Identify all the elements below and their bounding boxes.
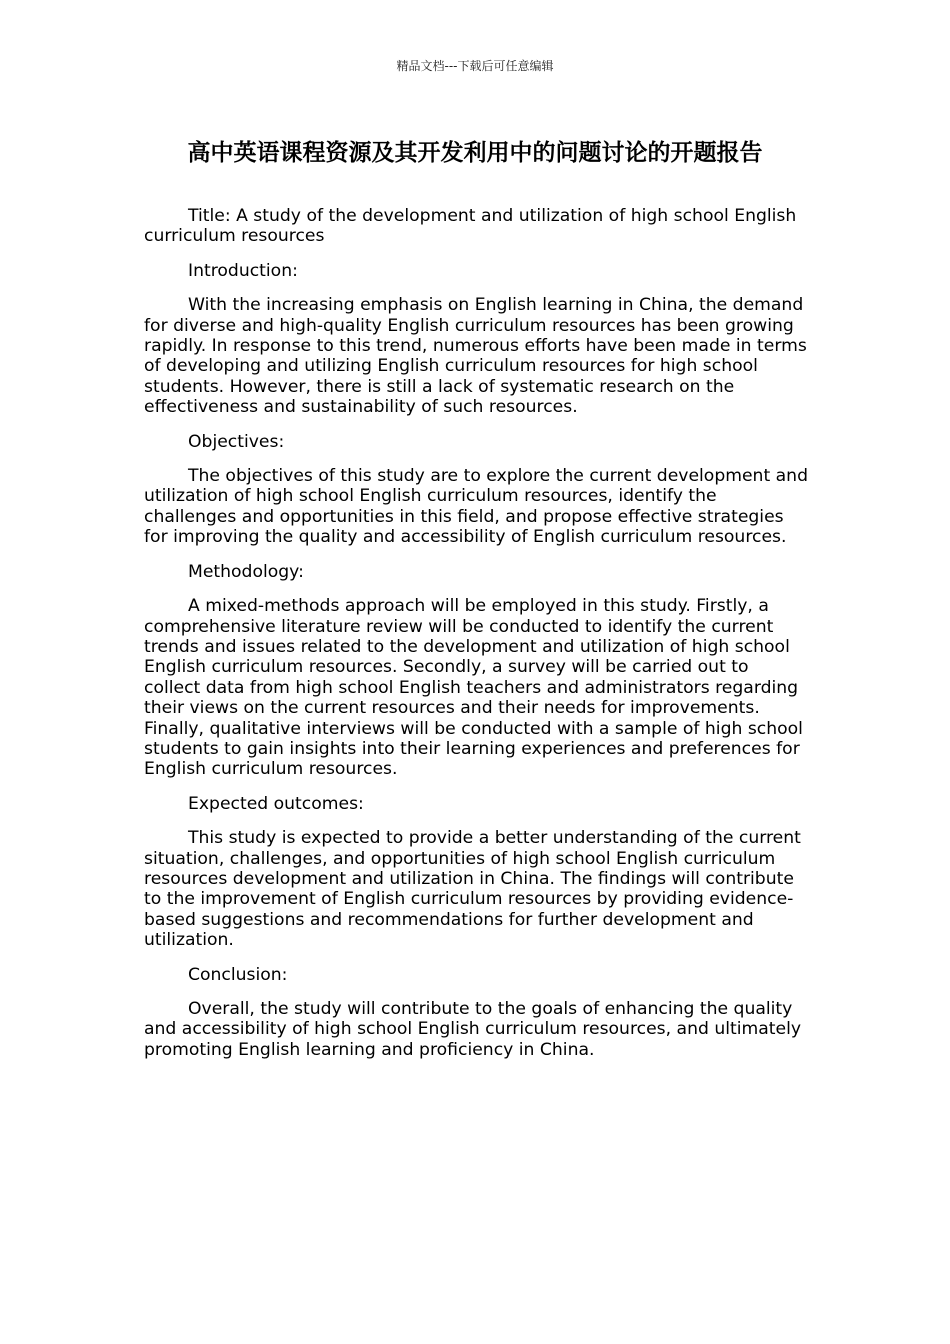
paragraph-methodology: A mixed-methods approach will be employed in this study. Firstly, a comprehensive literature review will be conducted to identify the current trends and issues related to the development and utilization of high school English curriculum resources. Secondly, a survey will be carried out to collect data from high school English teachers and administrators regarding their views on the current resources and their needs for improvements. Finally, qualitative interviews will be conducted with a sample of high school students to gain insights into their learning experiences and preferences for English curriculum resources.: [144, 596, 803, 780]
title-line: Title: A study of the development and utilization of high school English curriculum resources: [144, 206, 797, 247]
document-body: [144, 206, 810, 1074]
paragraph-expected-outcomes: This study is expected to provide a better understanding of the current situation, challenges, and opportunities of high school English curriculum resources development and utilization in China. The findings will contribute to the improvement of English curriculum resources by providing evidence-based suggestions and recommendations for further development and utilization.: [144, 828, 801, 951]
section-heading-methodology: Methodology:: [188, 561, 304, 582]
section-heading-expected-outcomes: Expected outcomes:: [188, 793, 364, 814]
paragraph-conclusion: Overall, the study will contribute to the goals of enhancing the quality and accessibility of high school English curriculum resources, and ultimately promoting English learning and proficiency in China.: [144, 999, 802, 1060]
paragraph-objectives: The objectives of this study are to explore the current development and utilization of high school English curriculum resources, identify the challenges and opportunities in this field, and propose effective strategies for improving the quality and accessibility of English curriculum resources.: [144, 466, 808, 548]
section-heading-objectives: Objectives:: [188, 431, 285, 452]
section-heading-introduction: Introduction:: [188, 260, 298, 281]
paragraph-introduction: With the increasing emphasis on English learning in China, the demand for diverse and high-quality English curriculum resources has been growing rapidly. In response to this trend, numerous efforts have been made in terms of developing and utilizing English curriculum resources for high school students. However, there is still a lack of systematic research on the effectiveness and sustainability of such resources.: [144, 295, 807, 418]
page-title: 高中英语课程资源及其开发利用中的问题讨论的开题报告: [187, 140, 763, 166]
section-heading-conclusion: Conclusion:: [188, 964, 288, 985]
header-note: 精品文档---下载后可任意编辑: [396, 59, 554, 73]
